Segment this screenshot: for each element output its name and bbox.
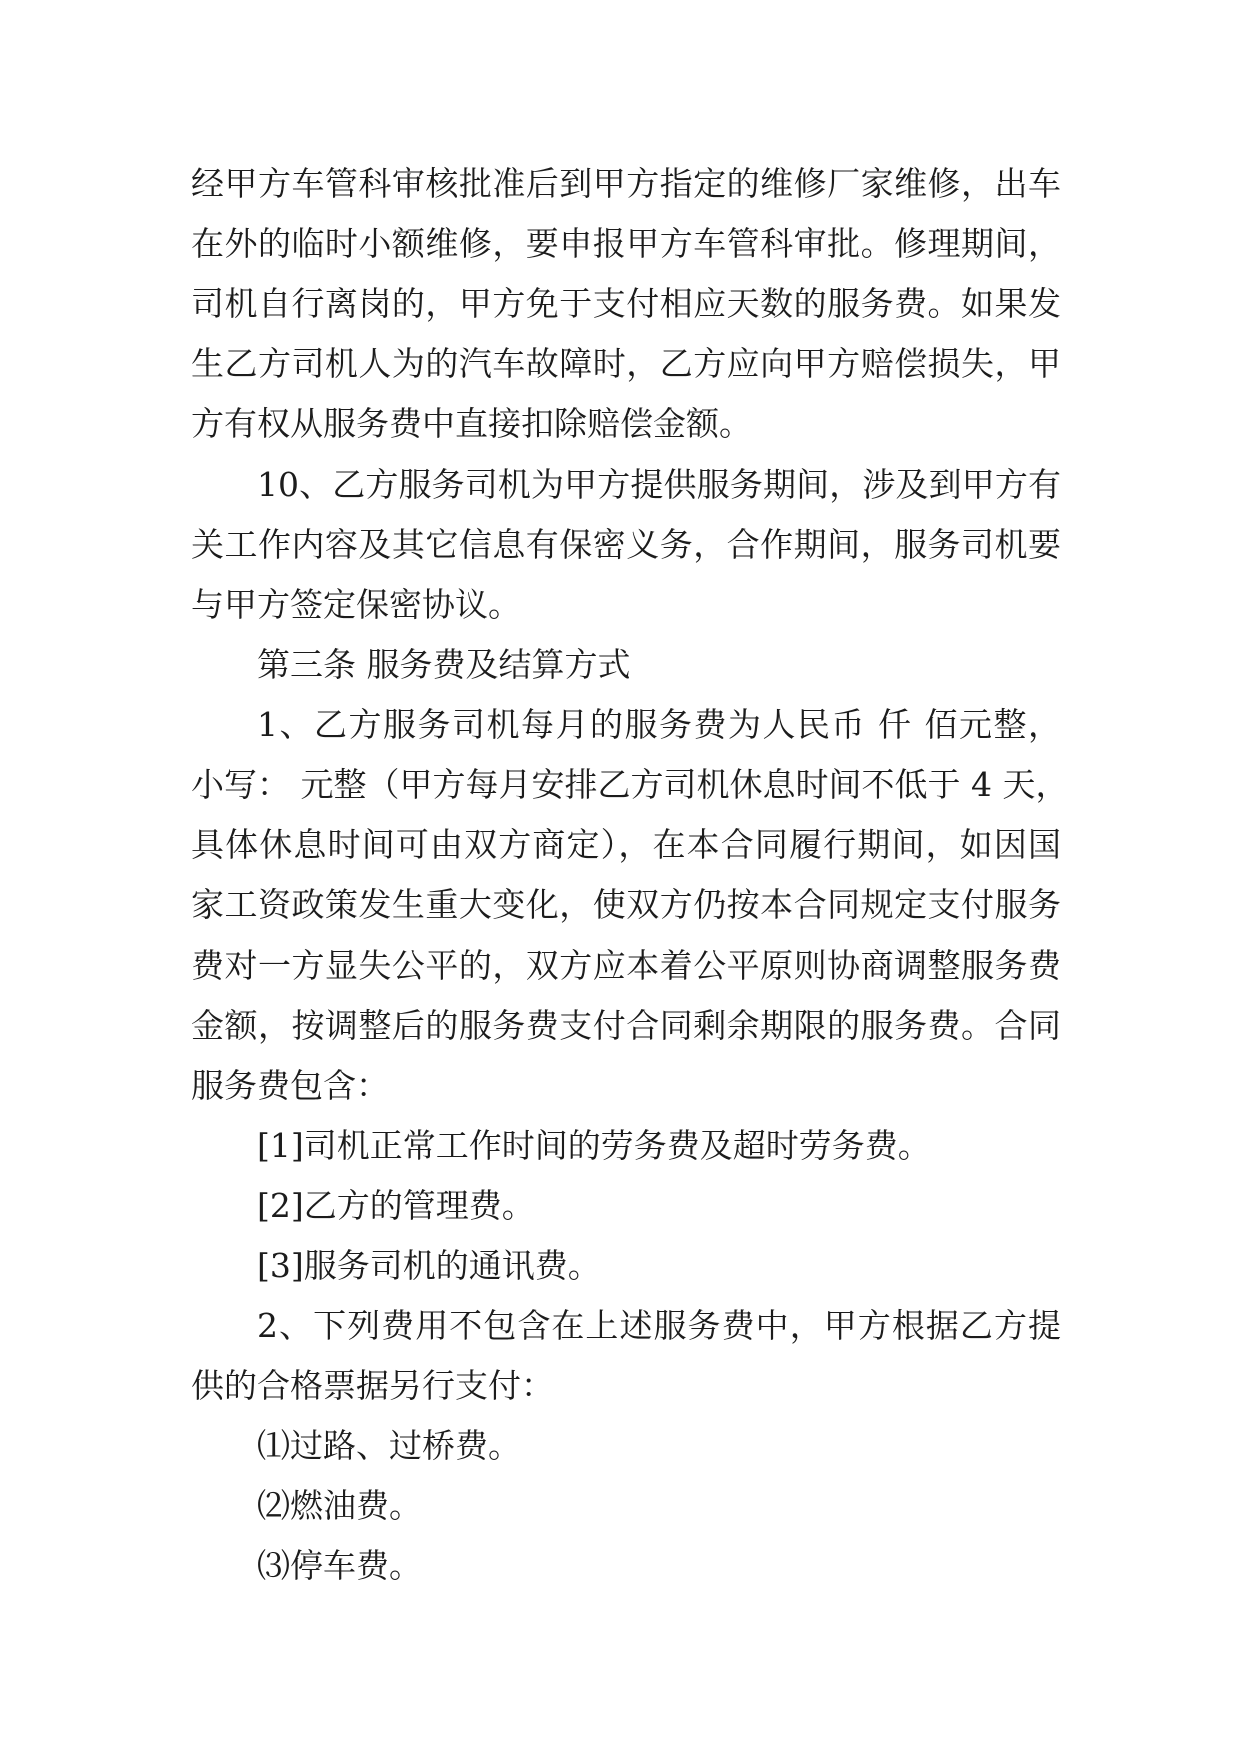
text-line: 家工资政策发生重大变化，使双方仍按本合同规定支付服务 [191, 885, 1061, 924]
list-item: ⑵燃油费。 [257, 1486, 422, 1525]
list-item: [3]服务司机的通讯费。 [257, 1246, 601, 1285]
text-line: 2、下列费用不包含在上述服务费中，甲方根据乙方提 [257, 1306, 1061, 1345]
text-line: 10、乙方服务司机为甲方提供服务期间，涉及到甲方有 [257, 465, 1061, 504]
text-line: 关工作内容及其它信息有保密义务，合作期间，服务司机要 [191, 525, 1061, 564]
list-item: [2]乙方的管理费。 [257, 1186, 535, 1225]
list-item: ⑶停车费。 [257, 1546, 422, 1585]
text-line: 金额，按调整后的服务费支付合同剩余期限的服务费。合同 [191, 1006, 1061, 1045]
text-line: 方有权从服务费中直接扣除赔偿金额。 [191, 404, 752, 443]
text-line: 在外的临时小额维修，要申报甲方车管科审批。修理期间， [191, 224, 1061, 263]
text-line: 1、乙方服务司机每月的服务费为人民币 仟 佰元整， [257, 705, 1061, 744]
list-item: [1]司机正常工作时间的劳务费及超时劳务费。 [257, 1126, 931, 1165]
text-line: 具体休息时间可由双方商定），在本合同履行期间，如因国 [191, 825, 1061, 864]
text-line: 费对一方显失公平的，双方应本着公平原则协商调整服务费 [191, 946, 1061, 985]
text-line: 生乙方司机人为的汽车故障时，乙方应向甲方赔偿损失，甲 [191, 344, 1061, 383]
section-heading: 第三条 服务费及结算方式 [257, 645, 631, 684]
text-line: 供的合格票据另行支付： [191, 1366, 554, 1405]
text-line: 与甲方签定保密协议。 [191, 585, 521, 624]
text-line: 服务费包含： [191, 1066, 389, 1105]
text-line: 司机自行离岗的，甲方免于支付相应天数的服务费。如果发 [191, 284, 1061, 323]
list-item: ⑴过路、过桥费。 [257, 1426, 521, 1465]
text-line: 小写： 元整（甲方每月安排乙方司机休息时间不低于 4 天， [191, 765, 1069, 804]
text-line: 经甲方车管科审核批准后到甲方指定的维修厂家维修，出车 [191, 164, 1061, 203]
